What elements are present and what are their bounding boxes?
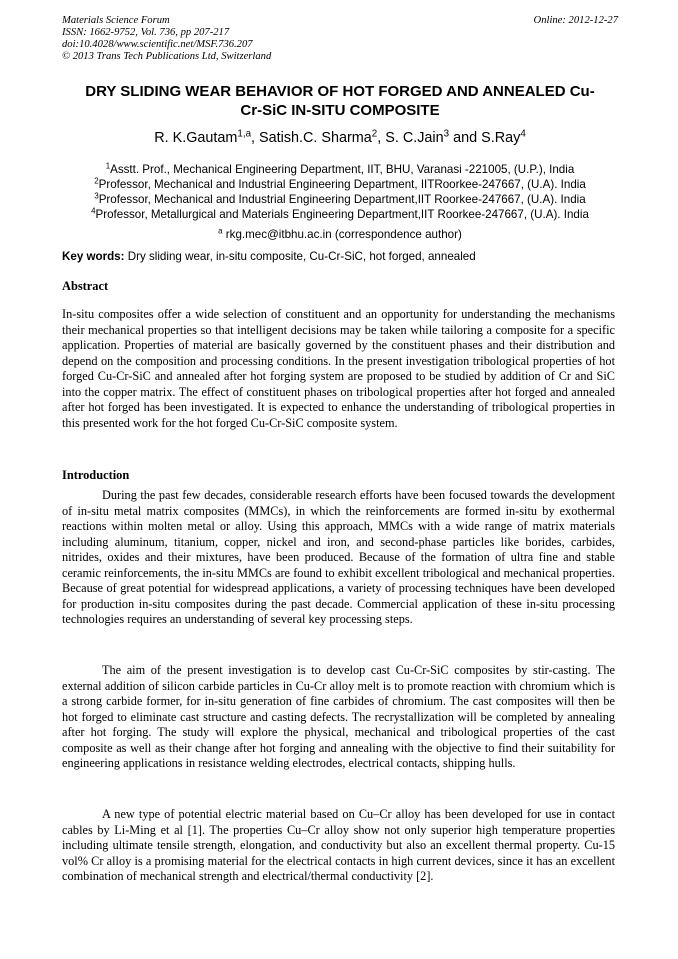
affiliation-line: [40, 177, 640, 192]
correspondence-email: [62, 227, 618, 242]
keywords-label: Key words:: [62, 250, 125, 263]
author-superscript: 3: [443, 128, 450, 140]
author-name: R. K.Gautam: [154, 130, 238, 146]
author-name: S. C.Jain: [385, 130, 444, 146]
author-name: S.Ray: [481, 130, 521, 146]
title-line: Cr-SiC IN-SITU COMPOSITE: [240, 102, 440, 119]
affiliation-text: Professor, Mechanical and Industrial Engineering Department,IIT Roorkee-247667, (U.A). India: [98, 193, 586, 206]
abstract-heading: Abstract: [62, 279, 109, 293]
affiliation-line: [40, 192, 640, 207]
author-separator: ,: [251, 130, 260, 146]
keywords: [62, 249, 622, 264]
author-superscript: 1,a: [237, 128, 252, 140]
affiliation-superscript: 1: [105, 161, 111, 171]
copyright-line: © 2013 Trans Tech Publications Ltd, Switzerland: [62, 51, 272, 62]
journal-name: Materials Science Forum: [62, 15, 170, 26]
email-superscript: a: [218, 226, 223, 236]
affiliation-superscript: 4: [91, 206, 96, 216]
author-superscript: 4: [520, 128, 526, 140]
author-superscript: 2: [371, 128, 378, 140]
affiliation-superscript: 3: [94, 191, 99, 201]
affiliation-text: Professor, Metallurgical and Materials Engineering Department,IIT Roorkee-247667, (U.A). India: [95, 208, 589, 221]
email-text[interactable]: rkg.mec@itbhu.ac.in (correspondence author): [225, 228, 462, 241]
author-list: [62, 129, 618, 147]
doi-line[interactable]: doi:10.4028/www.scientific.net/MSF.736.207: [62, 39, 253, 50]
issn-line: ISSN: 1662-9752, Vol. 736, pp 207-217: [62, 27, 230, 38]
introduction-paragraph: The aim of the present investigation is to develop cast Cu-Cr-SiC composites by stir-casting. The external addition of silicon carbide particles in Cu-Cr alloy melt is to promote reaction with chromium which is a strong carbide former, for in-situ generation of fine carbides of chromium. The cast composites will then be hot forged to eliminate cast structure and casting defects. The recrystallization will be completed by annealing after hot forging. The study will explore the physical, mechanical and tribological properties of the cast composite as well as their change after hot forging and annealing with the objective to find their suitability for engineering applications in resistance welding electrodes, electrical contacts, shipping hulls.: [62, 663, 615, 770]
author-separator: and: [449, 130, 482, 146]
affiliation-text: Asstt. Prof., Mechanical Engineering Department, IIT, BHU, Varanasi -221005, (U.P.), India: [110, 163, 575, 176]
introduction-paragraph: A new type of potential electric material based on Cu–Cr alloy has been developed for use in contact cables by Li-Ming et al [1]. The properties Cu–Cr alloy show not only superior high temperature properties including ultimate tensile strength, elongation, and conductivity but also an excellent thermal property. Cu-15 vol% Cr alloy is a promising material for the electrical contacts in high current devices, since it has an excellent combination of mechanical strength and electrical/thermal conductivity [2].: [62, 807, 615, 883]
affiliation-text: Professor, Mechanical and Industrial Engineering Department, IITRoorkee-247667, (U.A). India: [98, 178, 586, 191]
keywords-text: Dry sliding wear, in-situ composite, Cu-Cr-SiC, hot forged, annealed: [127, 250, 476, 263]
author-separator: ,: [377, 130, 386, 146]
affiliation-superscript: 2: [94, 176, 99, 186]
author-name: Satish.C. Sharma: [259, 130, 372, 146]
online-date: Online: 2012-12-27: [533, 15, 618, 26]
affiliations: [40, 162, 640, 222]
introduction-heading: Introduction: [62, 468, 130, 482]
title-line: DRY SLIDING WEAR BEHAVIOR OF HOT FORGED AND ANNEALED Cu-: [85, 83, 595, 100]
affiliation-line: [40, 207, 640, 222]
abstract-text: In-situ composites offer a wide selection of constituent and an opportunity for understanding the mechanisms their mechanical properties so that intelligent decisions may be taken while tailoring a composite for a specific application. Properties of material are basically governed by the constituent phases and their distribution and depend on the composition and processing conditions. In the present investigation tribological properties of hot forged Cu-Cr-SiC and annealed after hot forging system are proposed to be studied by addition of Cr and SiC into the copper matrix. The effect of constituent phases on tribological properties after hot forged and annealed after hot forged has been investigated. It is expected to enhance the understanding of tribological properties in this presented work for the hot forged Cu-Cr-SiC composite system.: [62, 307, 615, 430]
journal-header: [62, 15, 618, 63]
introduction-paragraph: During the past few decades, considerable research efforts have been focused towards the development of in-situ metal matrix composites (MMCs), in which the reinforcements are formed in-situ by exothermal reactions within molten metal or alloy. Using this approach, MMCs with a wide range of matrix materials including aluminum, titanium, copper, nickel and iron, and second-phase particles like borides, carbides, nitrides, oxides and their mixtures, have been produced. Because of the formation of ultra fine and stable ceramic reinforcements, the in-situ MMCs are found to exhibit excellent tribological and mechanical properties. Because of great potential for widespread applications, a variety of processing techniques have been developed for production in-situ composites during the past decade. Commercial application of these in-situ processing technologies requires an understanding of several key processing steps.: [62, 488, 615, 626]
paper-title: [62, 82, 618, 120]
affiliation-line: [40, 162, 640, 177]
